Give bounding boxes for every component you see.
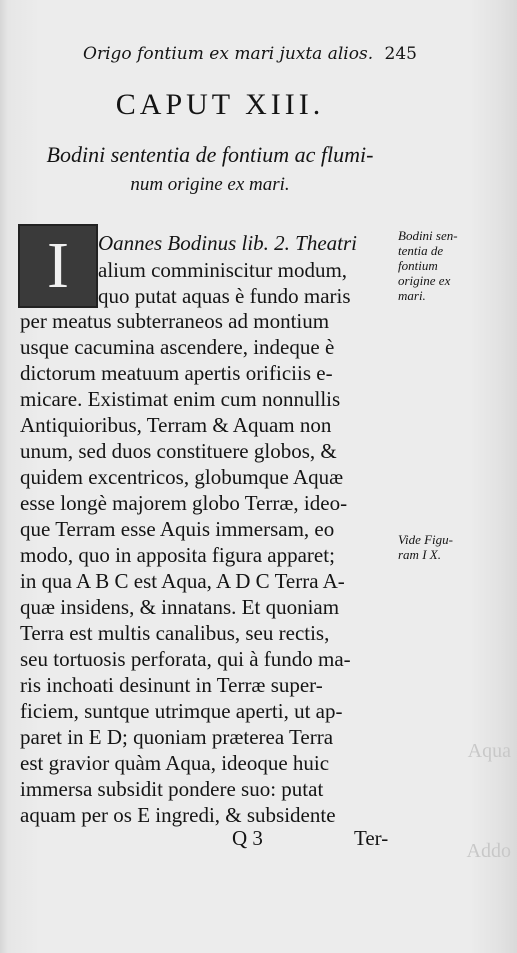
marginal-note-line: origine ex [398,273,451,288]
running-title: Origo fontium ex mari juxta alios. [83,44,374,64]
body-line: est gravior quàm Aqua, ideoque huic [20,751,330,775]
body-line: modo, quo in apposita figura apparet; [20,543,335,567]
page-number: 245 [384,44,417,64]
section-title-line: num origine ex mari. [130,174,290,195]
body-line: Antiquioribus, Terram & Aquam non [20,413,332,437]
bleed-through-text: Aqua [467,740,511,762]
body-line: usque cacumina ascendere, indeque è [20,335,335,359]
catchword: Ter- [354,826,389,850]
body-line: que Terram esse Aquis immersam, eo [20,517,335,541]
running-header [40,44,460,64]
body-line: ris inchoati desinunt in Terræ super- [20,673,323,697]
body-line: immersa subsidit pondere suo: putat [20,777,324,801]
body-line: per meatus subterraneos ad montium [20,309,330,333]
marginal-note [398,228,458,303]
body-line: Oannes Bodinus lib. 2. Theatri [98,231,358,255]
marginal-note-line: Vide Figu- [398,532,453,547]
body-line: micare. Existimat enim cum nonnullis [20,387,341,411]
body-line: aquam per os E ingredi, & subsidente [20,803,336,827]
body-line: seu tortuosis perforata, qui à fundo ma- [20,647,351,671]
chapter-heading: CAPUT XIII. [115,88,325,121]
body-line: quæ insidens, & innatans. Et quoniam [20,595,340,619]
body-line: quidem excentricos, globumque Aquæ [20,465,344,489]
body-line: quo putat aquas è fundo maris [98,284,351,308]
signature-mark: Q 3 [232,826,263,850]
marginal-note [398,532,453,562]
decorated-initial [18,224,98,308]
marginal-note-line: Bodini sen- [398,228,458,243]
marginal-note-line: ram I X. [398,547,441,562]
marginal-note-line: fontium [398,258,438,273]
body-line: ficiem, suntque utrimque aperti, ut ap- [20,699,343,723]
body-line: esse longè majorem globo Terræ, ideo- [20,491,348,515]
section-title-line: Bodini sententia de fontium ac flumi- [46,142,374,167]
body-line: alium comminiscitur modum, [98,258,348,282]
marginal-note-line: mari. [398,288,426,303]
marginal-note-line: tentia de [398,243,444,258]
body-line: in qua A B C est Aqua, A D C Terra A- [20,569,345,593]
body-line: Terra est multis canalibus, seu rectis, [20,621,330,645]
body-line: dictorum meatuum apertis orificiis e- [20,361,333,385]
body-line: paret in E D; quoniam præterea Terra [20,725,334,749]
bleed-through-text: Addo [466,840,511,862]
initial-letter: I [47,229,69,302]
body-line: unum, sed duos constituere globos, & [20,439,337,463]
